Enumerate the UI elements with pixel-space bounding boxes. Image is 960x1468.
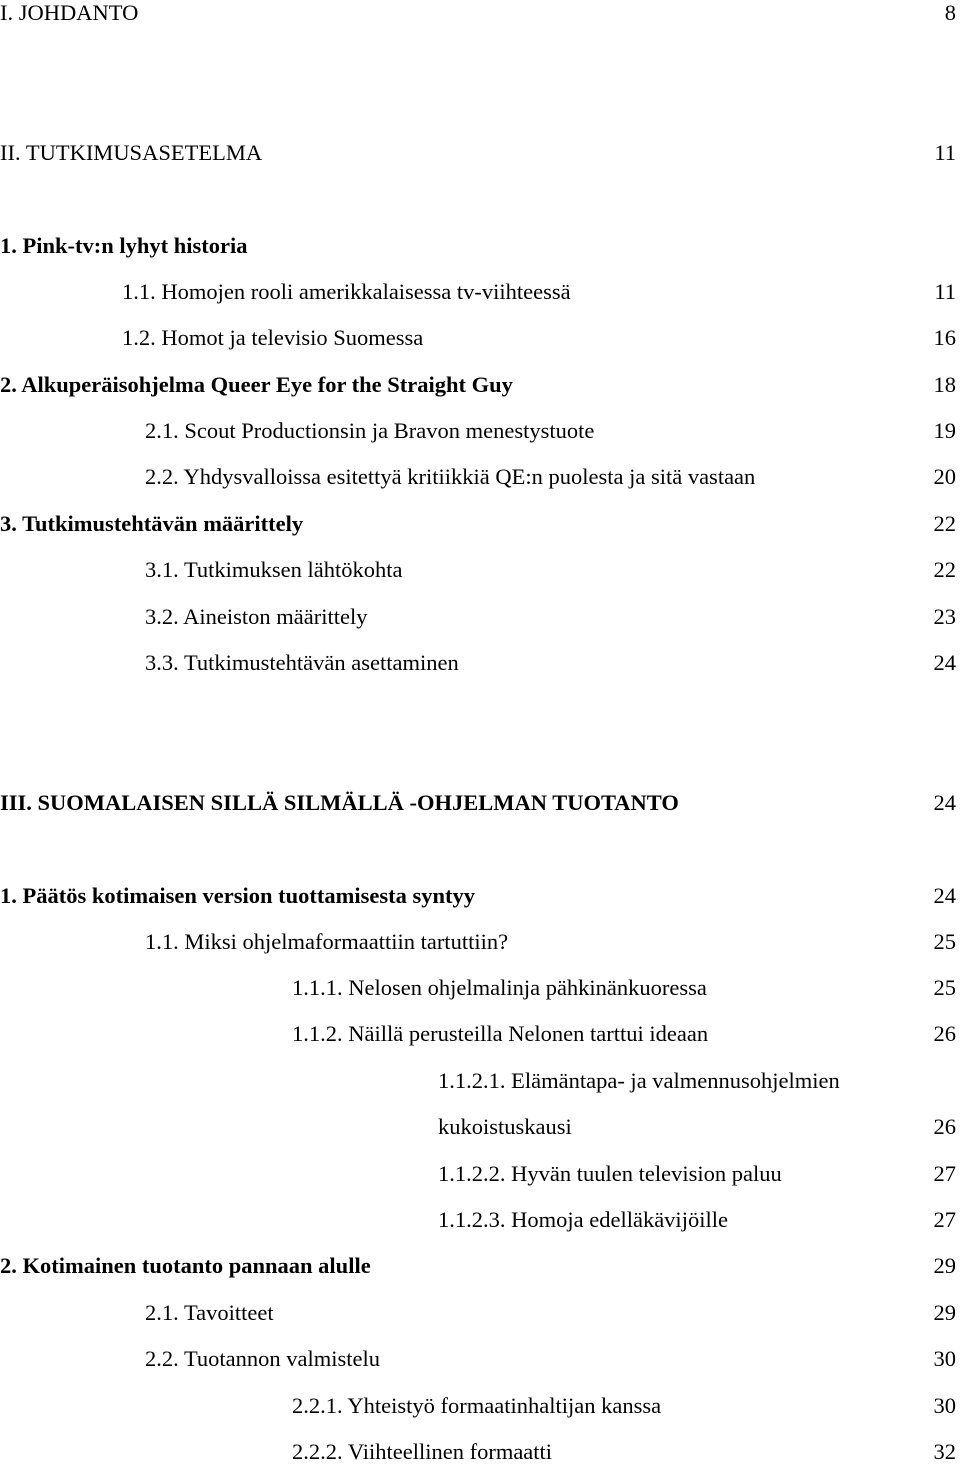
toc-entry-subsubsection: [0, 972, 960, 1004]
toc-entry-label: 1. Päätös kotimaisen version tuottamisesta syntyy: [0, 883, 475, 908]
toc-entry-page: 32: [933, 1439, 956, 1464]
toc-entry-page: 26: [933, 1114, 956, 1139]
toc-entry-page: 26: [933, 1021, 956, 1046]
toc-entry-page: 25: [933, 929, 956, 954]
toc-entry-subsubsection: [0, 1390, 960, 1422]
toc-entry-subsubsection: [0, 1436, 960, 1468]
toc-entry-label: 2.1. Scout Productionsin ja Bravon menestystuote: [145, 418, 595, 443]
toc-entry-label: 1.2. Homot ja televisio Suomessa: [122, 325, 424, 350]
toc-entry-label: 1.1. Homojen rooli amerikkalaisessa tv-viihteessä: [122, 279, 571, 304]
toc-entry-page: 11: [934, 279, 956, 304]
toc-entry-subsection: [0, 276, 960, 308]
toc-entry-page: 23: [933, 604, 956, 629]
toc-entry-label: 1.1. Miksi ohjelmaformaattiin tartuttiin?: [145, 929, 509, 954]
toc-entry-page: 24: [933, 883, 956, 908]
toc-entry-page: 22: [933, 511, 956, 536]
toc-entry-label: 1.1.2. Näillä perusteilla Nelonen tarttui ideaan: [292, 1021, 709, 1046]
toc-entry-page: 11: [934, 140, 956, 165]
toc-entry-subsection: [0, 1343, 960, 1375]
toc-entry-page: 18: [933, 372, 956, 397]
toc-entry-label: 3.1. Tutkimuksen lähtökohta: [145, 557, 403, 582]
toc-entry-label: II. TUTKIMUSASETELMA: [0, 140, 263, 165]
toc-entry-subsection: [0, 322, 960, 354]
toc-entry-label: 3.3. Tutkimustehtävän asettaminen: [145, 650, 459, 675]
toc-entry-subsection: [0, 926, 960, 958]
toc-entry-page: 24: [933, 790, 956, 815]
toc-entry-label: 2.2. Yhdysvalloissa esitettyä kritiikkiä QE:n puolesta ja sitä vastaan: [145, 464, 756, 489]
toc-entry-page: 24: [933, 650, 956, 675]
toc-entry-label: 1.1.2.2. Hyvän tuulen television paluu: [438, 1161, 782, 1186]
toc-entry-page: 20: [933, 464, 956, 489]
toc-entry-label: 2.2.1. Yhteistyö formaatinhaltijan kanssa: [292, 1393, 662, 1418]
toc-entry-subsection: [0, 647, 960, 679]
toc-entry-page: 27: [933, 1161, 956, 1186]
toc-entry-level4-continued: [0, 1111, 960, 1143]
toc-entry-page: 22: [933, 557, 956, 582]
toc-entry-page: 8: [944, 0, 956, 25]
toc-entry-section: [0, 369, 960, 401]
toc-entry-page: 30: [933, 1346, 956, 1371]
toc-entry-section: [0, 508, 960, 540]
toc-entry-label: kukoistuskausi: [438, 1114, 572, 1139]
toc-entry-subsection: [0, 554, 960, 586]
toc-entry-label: 2.2.2. Viihteellinen formaatti: [292, 1439, 553, 1464]
toc-entry-section: [0, 230, 960, 262]
toc-entry-label: I. JOHDANTO: [0, 0, 139, 25]
toc-entry-subsubsection: [0, 1018, 960, 1050]
toc-entry-label: 1.1.2.1. Elämäntapa- ja valmennusohjelmien: [438, 1068, 840, 1093]
toc-entry-page: 27: [933, 1207, 956, 1232]
toc-entry-label: 2. Alkuperäisohjelma Queer Eye for the Straight Guy: [0, 372, 513, 397]
toc-entry-label: III. SUOMALAISEN SILLÄ SILMÄLLÄ -OHJELMAN TUOTANTO: [0, 790, 679, 815]
toc-entry-subsection: [0, 415, 960, 447]
toc-entry-label: 2.2. Tuotannon valmistelu: [145, 1346, 381, 1371]
toc-entry-chapter-2: [0, 137, 960, 169]
toc-entry-label: 1.1.1. Nelosen ohjelmalinja pähkinänkuoressa: [292, 975, 707, 1000]
toc-entry-level4: [0, 1158, 960, 1190]
toc-entry-page: 25: [933, 975, 956, 1000]
toc-entry-label: 1. Pink-tv:n lyhyt historia: [0, 233, 248, 258]
toc-entry-subsection: [0, 461, 960, 493]
toc-entry-label: 3.2. Aineiston määrittely: [145, 604, 368, 629]
toc-entry-section: [0, 880, 960, 912]
toc-entry-label: 2. Kotimainen tuotanto pannaan alulle: [0, 1253, 371, 1278]
toc-entry-page: 30: [933, 1393, 956, 1418]
toc-entry-level4: [0, 1065, 960, 1097]
toc-entry-chapter-1: [0, 0, 960, 29]
toc-entry-label: 3. Tutkimustehtävän määrittely: [0, 511, 304, 536]
toc-entry-page: 29: [933, 1300, 956, 1325]
toc-entry-level4: [0, 1204, 960, 1236]
toc-entry-label: 2.1. Tavoitteet: [145, 1300, 274, 1325]
toc-entry-chapter-3: [0, 787, 960, 819]
toc-entry-page: 29: [933, 1253, 956, 1278]
toc-entry-subsection: [0, 1297, 960, 1329]
toc-entry-page: 19: [933, 418, 956, 443]
toc-entry-page: 16: [933, 325, 956, 350]
toc-entry-section: [0, 1250, 960, 1282]
toc-entry-subsection: [0, 601, 960, 633]
toc-entry-label: 1.1.2.3. Homoja edelläkävijöille: [438, 1207, 728, 1232]
